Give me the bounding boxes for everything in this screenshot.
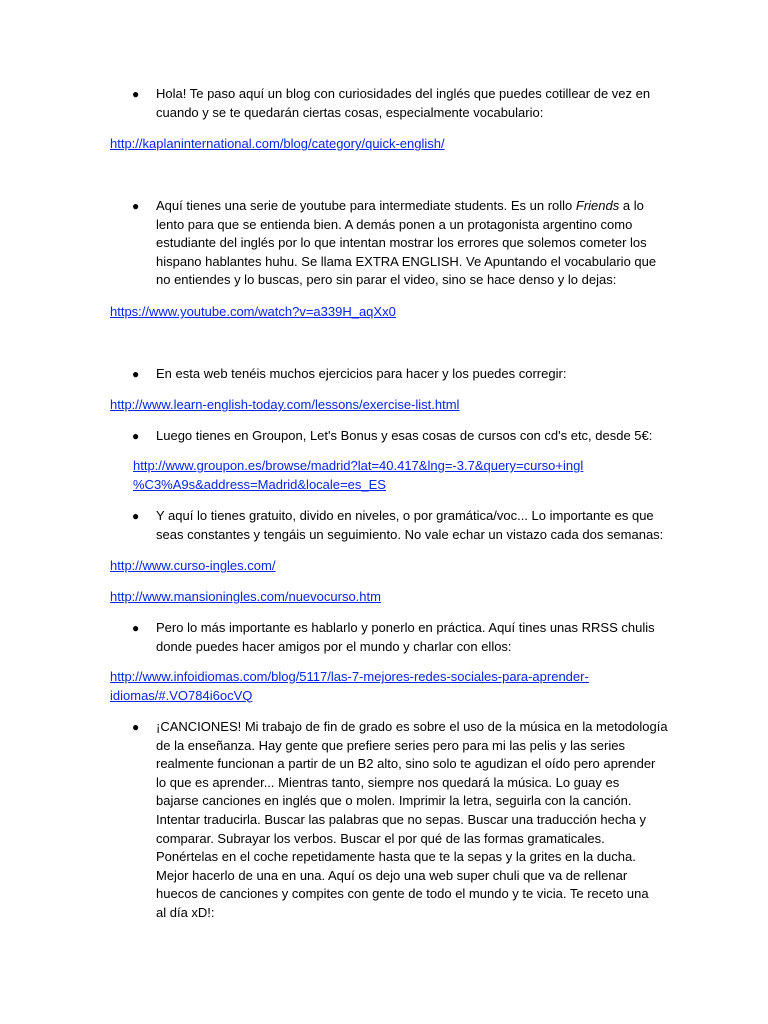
text-line: ● Aquí tienes una serie de youtube para intermediate students. Es un rollo Friends a lo xyxy=(156,198,644,213)
text-line: de la enseñanza. Hay gente que prefiere series pero para mi las pelis y las series xyxy=(156,737,625,753)
link-groupon[interactable] xyxy=(133,457,613,494)
bullet-blog xyxy=(156,85,660,122)
text-line: ● En esta web tenéis muchos ejercicios para hacer y los puedes corregir: xyxy=(156,366,567,381)
text-line: ● Pero lo más importante es hablarlo y ponerlo en práctica. Aquí tines unas RRSS chulis xyxy=(156,620,655,635)
text-line: donde puedes hacer amigos por el mundo y charlar con ellos: xyxy=(156,638,512,654)
link-mansioningles[interactable] xyxy=(110,588,670,607)
text-line: huecos de canciones y compites con gente de todo el mundo y te vicia. Te receto una xyxy=(156,886,649,902)
text-line: hispano hablantes huhu. Se llama EXTRA ENGLISH. Ve Apuntando el vocabulario que xyxy=(156,253,657,269)
link-youtube-text[interactable]: https://www.youtube.com/watch?v=a339H_aqXx0 xyxy=(110,304,396,319)
link-kaplan[interactable] xyxy=(110,135,670,154)
link-infoidiomas-text[interactable]: http://www.infoidiomas.com/blog/5117/las-7-mejores-redes-sociales-para-aprender- xyxy=(110,669,589,684)
bullet-free-course xyxy=(156,507,664,544)
link-learn-english-today-text[interactable]: http://www.learn-english-today.com/lessons/exercise-list.html xyxy=(110,397,460,412)
link-groupon-text[interactable]: http://www.groupon.es/browse/madrid?lat=40.417&lng=-3.7&query=curso+ingl xyxy=(133,458,584,473)
text-line: no entiendes y lo buscas, pero sin parar el video, sino se hace denso y lo dejas: xyxy=(156,272,617,288)
text-line: lento para que se entienda bien. A demás ponen a un protagonista argentino como xyxy=(156,216,633,232)
bullet-exercises xyxy=(156,365,660,384)
text-line: realmente funcionan a partir de un B2 alto, sino solo te agudizan el oído pero aprender xyxy=(156,756,656,772)
text-line: seas constantes y tengáis un seguimiento. No vale echar un vistazo cada dos semanas: xyxy=(156,526,664,542)
text-line: Ponértelas en el coche repetidamente hasta que te la sepas y la grites en la ducha. xyxy=(156,849,636,865)
text-line: comparar. Subrayar los verbos. Buscar el por qué de las formas gramaticales. xyxy=(156,830,605,846)
text-line: ● ¡CANCIONES! Mi trabajo de fin de grado es sobre el uso de la música en la metodología xyxy=(156,719,668,734)
link-kaplan-text[interactable]: http://kaplaninternational.com/blog/category/quick-english/ xyxy=(110,136,445,151)
text-line: ● Luego tienes en Groupon, Let's Bonus y esas cosas de cursos con cd's etc, desde 5€: xyxy=(156,428,653,443)
link-groupon-text[interactable]: %C3%A9s&address=Madrid&locale=es_ES xyxy=(133,476,386,492)
bullet-youtube xyxy=(156,197,660,290)
bullet-social-networks xyxy=(156,619,660,656)
link-infoidiomas[interactable] xyxy=(110,668,670,705)
link-infoidiomas-text[interactable]: idiomas/#.VO784i6ocVQ xyxy=(110,687,253,703)
link-mansioningles-text[interactable]: http://www.mansioningles.com/nuevocurso.htm xyxy=(110,589,381,604)
bullet-groupon xyxy=(156,427,660,446)
link-curso-ingles[interactable] xyxy=(110,557,670,576)
text-line: ● Y aquí lo tienes gratuito, divido en niveles, o por gramática/voc... Lo importante es que xyxy=(156,508,654,523)
text-line: al día xD!: xyxy=(156,904,215,920)
link-curso-ingles-text[interactable]: http://www.curso-ingles.com/ xyxy=(110,558,276,573)
text-line: estudiante del inglés por lo que intentan mostrar los errores que solemos cometer los xyxy=(156,235,647,251)
link-youtube[interactable] xyxy=(110,303,670,322)
bullet-songs xyxy=(156,718,668,923)
text-line: bajarse canciones en inglés que o molen. Imprimir la letra, seguirla con la canción. xyxy=(156,793,632,809)
text-line: Mejor hacerlo de una en una. Aquí os dejo una web super chuli que va de rellenar xyxy=(156,867,628,883)
link-learn-english-today[interactable] xyxy=(110,396,670,415)
text-line: lo que es aprender... Mientras tanto, siempre nos quedará la música. Lo guay es xyxy=(156,774,620,790)
italic-friends: Friends xyxy=(575,198,620,213)
text-line: ● Hola! Te paso aquí un blog con curiosidades del inglés que puedes cotillear de vez en xyxy=(156,86,651,101)
text-line: cuando y se te quedarán ciertas cosas, especialmente vocabulario: xyxy=(156,104,544,120)
text-line: Intentar traducirla. Buscar las palabras que no sepas. Buscar una traducción hecha y xyxy=(156,811,646,827)
